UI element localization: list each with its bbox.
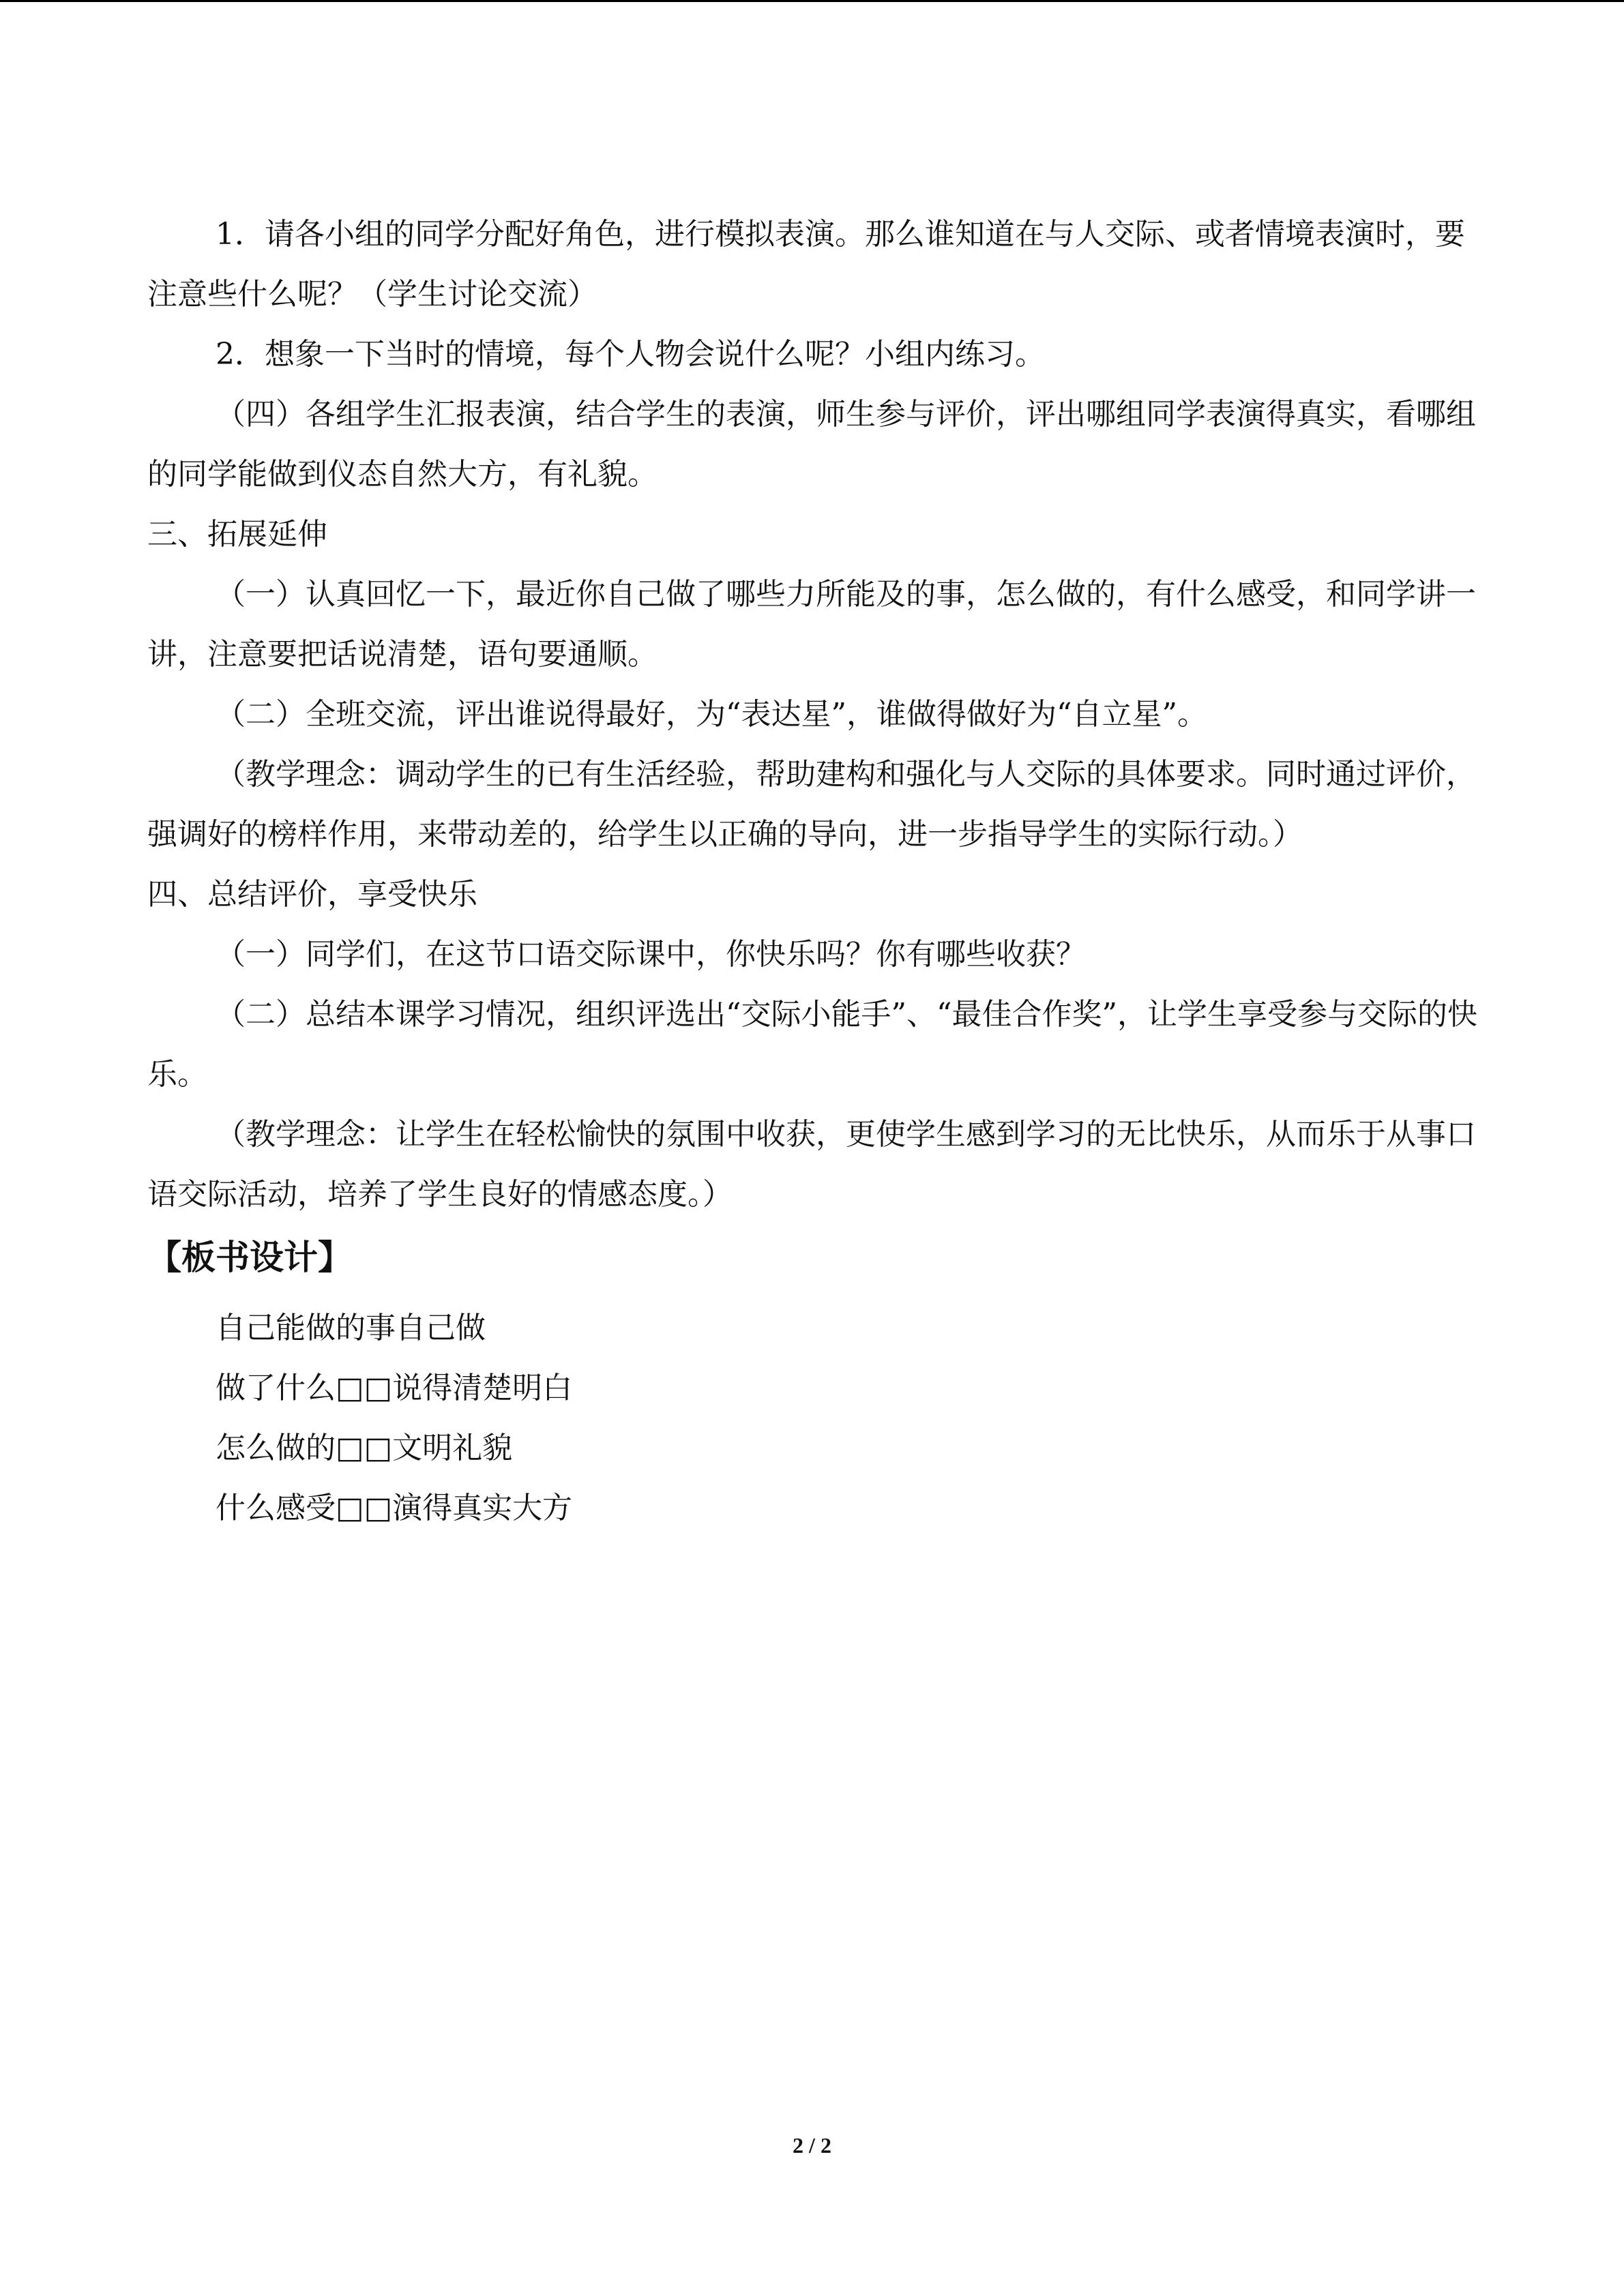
paragraph: （二）全班交流，评出谁说得最好，为“表达星”，谁做得做好为“自立星”。 bbox=[216, 697, 1207, 732]
document-body bbox=[147, 205, 1477, 1538]
section-heading: 三、拓展延伸 bbox=[147, 517, 327, 552]
paragraph: 2．想象一下当时的情境，每个人物会说什么呢？小组内练习。 bbox=[216, 337, 1045, 372]
board-line: 自己能做的事自己做 bbox=[216, 1311, 486, 1345]
paragraph: （二）总结本课学习情况，组织评选出“交际小能手”、“最佳合作奖”，让学生享受参与交际的快乐。 bbox=[147, 997, 1477, 1092]
paragraph: 1．请各小组的同学分配好角色，进行模拟表演。那么谁知道在与人交际、或者情境表演时，要注意些什么呢？（学生讨论交流） bbox=[147, 217, 1465, 312]
page-number: 2 / 2 bbox=[793, 2133, 831, 2158]
teaching-concept-note: （教学理念：调动学生的已有生活经验，帮助建构和强化与人交际的具体要求。同时通过评价，强调好的榜样作用，来带动差的，给学生以正确的导向，进一步指导学生的实际行动。） bbox=[147, 757, 1476, 852]
board-line: 怎么做的□□文明礼貌 bbox=[216, 1431, 513, 1465]
top-border-line bbox=[0, 0, 1624, 2]
paragraph: （四）各组学生汇报表演，结合学生的表演，师生参与评价，评出哪组同学表演得真实，看哪组的同学能做到仪态自然大方，有礼貌。 bbox=[147, 397, 1476, 492]
paragraph: （一）同学们，在这节口语交际课中，你快乐吗？你有哪些收获？ bbox=[216, 937, 1086, 972]
board-design-heading: 【板书设计】 bbox=[147, 1238, 352, 1277]
paragraph: （一）认真回忆一下，最近你自己做了哪些力所能及的事，怎么做的，有什么感受，和同学讲一讲，注意要把话说清楚，语句要通顺。 bbox=[147, 577, 1476, 672]
teaching-concept-note: （教学理念：让学生在轻松愉快的氛围中收获，更使学生感到学习的无比快乐，从而乐于从事口语交际活动，培养了学生良好的情感态度。） bbox=[147, 1117, 1476, 1212]
board-line: 做了什么□□说得清楚明白 bbox=[216, 1371, 573, 1405]
board-line: 什么感受□□演得真实大方 bbox=[216, 1491, 573, 1525]
board-design bbox=[147, 1298, 1477, 1538]
section-heading: 四、总结评价，享受快乐 bbox=[147, 877, 477, 912]
